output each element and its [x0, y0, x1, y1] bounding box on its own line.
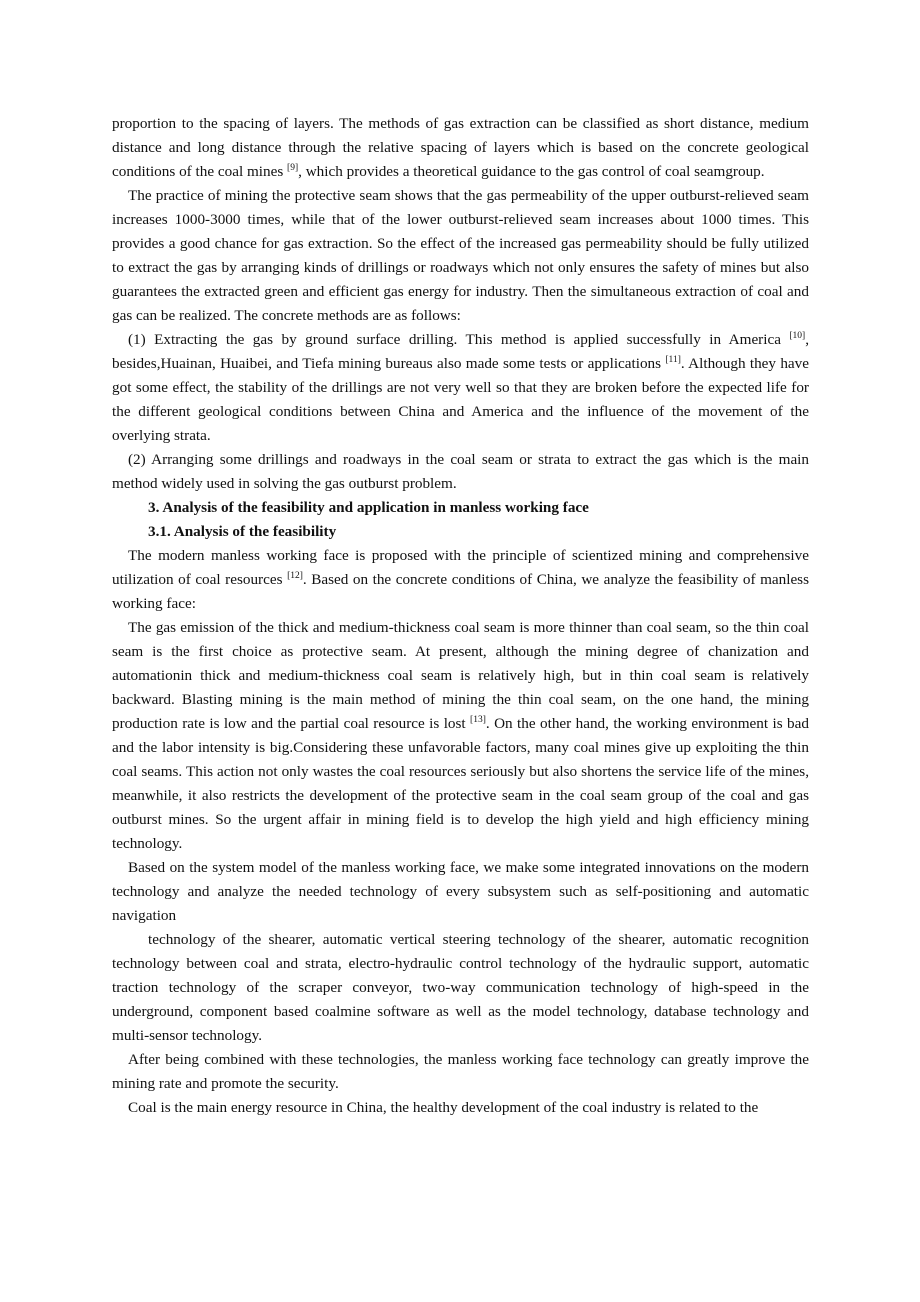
paragraph-text: , besides,Huainan, Huaibei, and Tiefa mining bureaus also made some tests or applications	[112, 331, 809, 372]
paragraph-4: (2) Arranging some drillings and roadways in the coal seam or strata to extract the gas which is the main method widely used in solving the gas outburst problem.	[112, 451, 809, 492]
paragraph-text: The modern manless working face is proposed with the principle of scientized mining and comprehensive utilization of coal resources	[112, 547, 809, 588]
paragraph-2: The practice of mining the protective seam shows that the gas permeability of the upper outburst-relieved seam increases 1000-3000 times, while that of the lower outburst-relieved seam increases about 1000 times. This provides a good chance for gas extraction. So the effect of the increased gas permeability should be fully utilized to extract the gas by arranging kinds of drillings or roadways which not only ensures the safety of mines but also guarantees the extracted green and efficient gas energy for industry. Then the simultaneous extraction of coal and gas can be realized. The concrete methods are as follows:	[112, 187, 809, 324]
citation-ref: [13]	[470, 715, 486, 725]
citation-ref: [11]	[665, 355, 681, 365]
citation-ref: [12]	[287, 571, 303, 581]
paragraph-5	[112, 544, 809, 616]
paragraph-text: The gas emission of the thick and medium-thickness coal seam is more thinner than coal seam, so the thin coal seam is the first choice as protective seam. At present, although the mining degree of chanization and automationin thick and medium-thickness coal seam is relatively high, but in thin coal seam is relatively backward. Blasting mining is the main method of mining the thin coal seam, on the one hand, the mining production rate is low and the partial coal resource is lost	[112, 619, 809, 732]
paragraph-10: Coal is the main energy resource in China, the healthy development of the coal industry is related to the	[128, 1099, 759, 1116]
citation-ref: [9]	[287, 163, 299, 173]
paragraph-1	[112, 112, 809, 184]
citation-ref: [10]	[789, 331, 806, 341]
paragraph-text: . Although they have got some effect, the stability of the drillings are not very well so that they are broken before the expected life for the different geological conditions between China and America and the influence of the movement of the overlying strata.	[112, 355, 809, 444]
paragraph-9: After being combined with these technologies, the manless working face technology can greatly improve the mining rate and promote the security.	[112, 1051, 809, 1092]
paragraph-7: Based on the system model of the manless working face, we make some integrated innovations on the modern technology and analyze the needed technology of every subsystem such as self-positioning and automatic navigation	[112, 859, 809, 924]
paragraph-text: (1) Extracting the gas by ground surface drilling. This method is applied successfully in America	[128, 331, 790, 348]
section-heading: 3. Analysis of the feasibility and application in manless working face	[148, 499, 589, 516]
paragraph-3	[112, 328, 809, 448]
paragraph-8: technology of the shearer, automatic vertical steering technology of the shearer, automatic recognition technology between coal and strata, electro-hydraulic control technology of the hydraulic support, automatic traction technology of the scraper conveyor, two-way communication technology of high-speed in the underground, component based coalmine software as well as the model technology, database technology and multi-sensor technology.	[112, 931, 809, 1044]
paragraph-text: . Based on the concrete conditions of China, we analyze the feasibility of manless working face:	[112, 571, 810, 612]
paragraph-6	[112, 616, 809, 856]
subsection-heading: 3.1. Analysis of the feasibility	[148, 523, 337, 540]
paragraph-text: . On the other hand, the working environment is bad and the labor intensity is big.Considering these unfavorable factors, many coal mines give up exploiting the thin coal seams. This action not only wastes the coal resources seriously but also shortens the service life of the mines, meanwhile, it also restricts the development of the protective seam in the coal seam group of the coal and gas outburst mines. So the urgent affair in mining field is to develop the high yield and high efficiency mining technology.	[112, 715, 809, 852]
paper-page	[112, 112, 809, 1120]
paragraph-text: proportion to the spacing of layers. The methods of gas extraction can be classified as short distance, medium distance and long distance through the relative spacing of layers which is based on the concrete geological conditions of the coal mines	[112, 115, 809, 180]
paragraph-text: , which provides a theoretical guidance to the gas control of coal seamgroup.	[298, 163, 765, 180]
